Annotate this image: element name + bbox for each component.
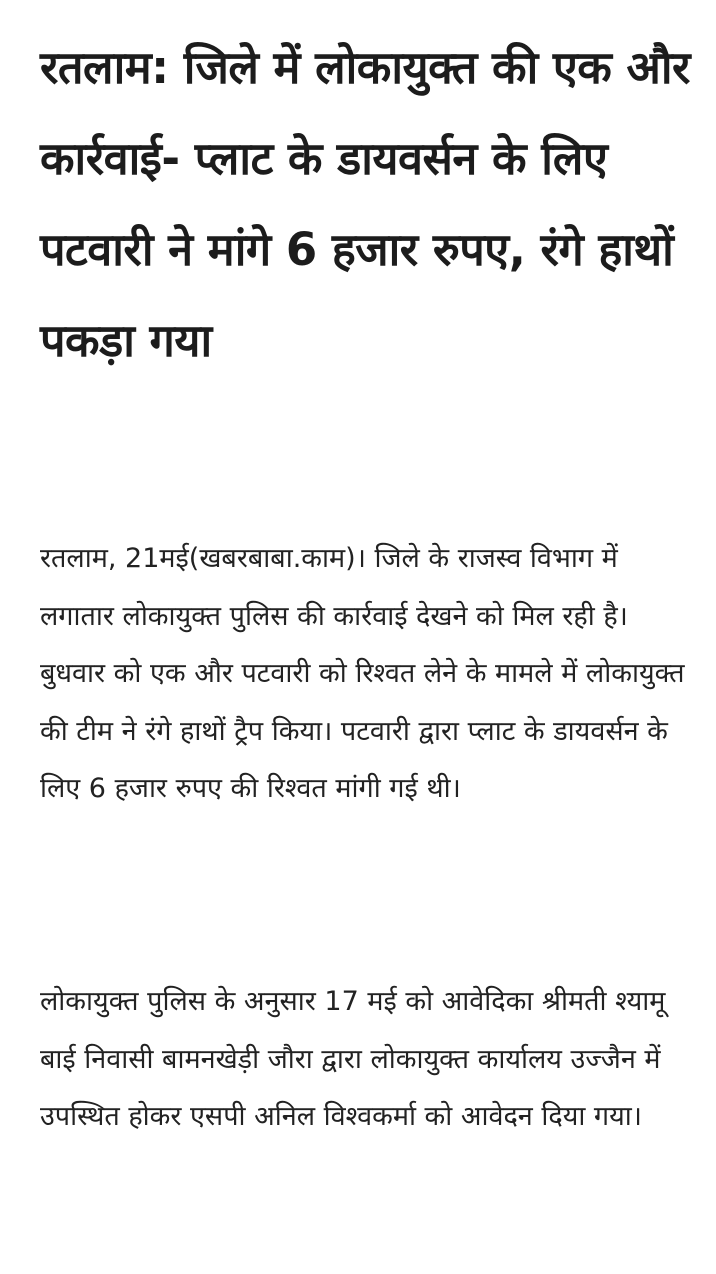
article-headline: रतलाम: जिले में लोकायुक्त की एक और कार्रवाई- प्लाट के डायवर्सन के लिए पटवारी ने मांगे 6 हजार रुपए, रंगे हाथों पकड़ा गया [40,41,690,367]
article-paragraph-details: लोकायुक्त पुलिस के अनुसार 17 मई को आवेदिका श्रीमती श्यामू बाई निवासी बामनखेड़ी जौरा द्वारा लोकायुक्त कार्यालय उज्जैन में उपस्थित होकर एसपी अनिल विश्वकर्मा को आवेदन दिया गया। [40,986,666,1132]
article-paragraph-intro: रतलाम, 21मई(खबरबाबा.काम)। जिले के राजस्व विभाग में लगातार लोकायुक्त पुलिस की कार्रवाई देखने को मिल रही है। बुधवार को एक और पटवारी को रिश्वत लेने के मामले में लोकायुक्त की टीम ने रंगे हाथों ट्रैप किया। पटवारी द्वारा प्लाट के डायवर्सन के लिए 6 हजार रुपए की रिश्वत मांगी गई थी। [40,543,685,804]
